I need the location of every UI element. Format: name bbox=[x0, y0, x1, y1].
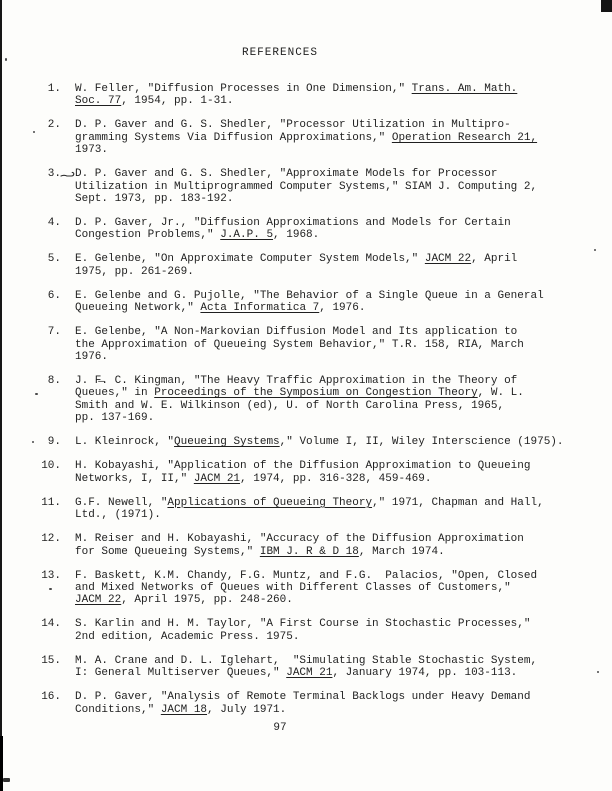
handwritten-arrow-mark bbox=[60, 169, 77, 179]
reference-line: Soc. 77, 1954, pp. 1-31. bbox=[75, 95, 234, 108]
reference-item bbox=[0, 570, 600, 607]
reference-line: J. F̶. C. Kingman, "The Heavy Traffic Approximation in the Theory of bbox=[75, 375, 518, 388]
reference-line: M. Reiser and H. Kobayashi, "Accuracy of the Diffusion Approximation bbox=[75, 533, 524, 546]
reference-line: E. Gelenbe, "A Non-Markovian Diffusion Model and Its application to bbox=[75, 326, 518, 339]
reference-text bbox=[75, 326, 524, 363]
reference-line: D. P. Gaver, Jr., "Diffusion Approximations and Models for Certain bbox=[75, 217, 511, 230]
reference-line: G.F. Newell, "Applications of Queueing Theory," 1971, Chapman and Hall, bbox=[75, 496, 544, 509]
reference-item bbox=[0, 691, 600, 716]
reference-number: 15. bbox=[41, 654, 61, 667]
reference-text bbox=[75, 253, 517, 278]
reference-item bbox=[0, 655, 600, 680]
reference-line: Smith and W. E. Wilkinson (ed), U. of North Carolina Press, 1965, bbox=[75, 399, 505, 412]
reference-item bbox=[0, 253, 600, 278]
reference-item bbox=[0, 119, 600, 156]
reference-number: 11. bbox=[41, 496, 61, 509]
reference-text bbox=[75, 290, 544, 315]
reference-line: H. Kobayashi, "Application of the Diffusion Approximation to Queueing bbox=[75, 460, 531, 473]
scan-edge-left-bottom bbox=[0, 736, 3, 791]
reference-text bbox=[75, 168, 537, 205]
reference-line: W. Feller, "Diffusion Processes in One Dimension," Trans. Am. Math. bbox=[75, 83, 518, 95]
reference-line: pp. 137-169. bbox=[75, 412, 155, 425]
reference-line: S. Karlin and H. M. Taylor, "A First Course in Stochastic Processes," bbox=[75, 618, 531, 631]
reference-line: Networks, I, II," JACM 21, 1974, pp. 316-328, 459-469. bbox=[75, 472, 432, 485]
reference-line: 1976. bbox=[75, 351, 109, 364]
reference-text bbox=[75, 570, 537, 607]
reference-text bbox=[75, 497, 544, 522]
reference-line: E. Gelenbe, "On Approximate Computer System Models," JACM 22, April bbox=[75, 253, 518, 266]
reference-line: I: General Multiserver Queues," JACM 21, January 1974, pp. 103-113. bbox=[75, 667, 518, 680]
reference-item bbox=[0, 533, 600, 558]
reference-number: 5. bbox=[47, 253, 61, 266]
reference-line: gramming Systems Via Diffusion Approximations," Operation Research 21, bbox=[75, 131, 538, 144]
reference-number: 12. bbox=[41, 533, 61, 546]
reference-line: L. Kleinrock, "Queueing Systems," Volume I, II, Wiley Interscience (1975). bbox=[75, 436, 564, 449]
reference-line: 1975, pp. 261-269. bbox=[75, 265, 194, 278]
reference-item bbox=[0, 83, 600, 108]
reference-line: 2nd edition, Academic Press. 1975. bbox=[75, 630, 300, 643]
reference-line: Queueing Network," Acta Informatica 7, 1976. bbox=[75, 302, 366, 315]
reference-number: 8. bbox=[47, 375, 61, 388]
reference-item bbox=[0, 497, 600, 522]
reference-text bbox=[75, 655, 537, 680]
reference-line: 1973. bbox=[75, 144, 109, 157]
reference-item bbox=[0, 217, 600, 242]
reference-number: 16. bbox=[41, 691, 61, 704]
reference-item bbox=[0, 375, 600, 425]
reference-number: 14. bbox=[41, 618, 61, 631]
reference-text bbox=[75, 217, 511, 242]
reference-line: Congestion Problems," J.A.P. 5, 1968. bbox=[75, 229, 320, 242]
reference-line: the Approximation of Queueing System Behavior," T.R. 158, RIA, March bbox=[75, 338, 524, 351]
reference-line: Ltd., (1971). bbox=[75, 509, 161, 522]
reference-line: Queues," in Proceedings of the Symposium on Congestion Theory, W. L. bbox=[75, 387, 524, 400]
reference-list bbox=[0, 83, 600, 728]
reference-item bbox=[0, 436, 600, 448]
reference-line: M. A. Crane and D. L. Iglehart, "Simulating Stable Stochastic System, bbox=[75, 654, 538, 667]
reference-text bbox=[75, 533, 524, 558]
reference-number: 1. bbox=[47, 83, 61, 95]
reference-text bbox=[75, 119, 537, 156]
reference-number: 10. bbox=[41, 460, 61, 473]
reference-item bbox=[0, 326, 600, 363]
reference-number: 9. bbox=[47, 436, 61, 449]
reference-number: 3. bbox=[0, 168, 61, 205]
reference-text bbox=[75, 83, 517, 108]
reference-item bbox=[0, 168, 600, 205]
reference-line: F. Baskett, K.M. Chandy, F.G. Muntz, and F.G. Palacios, "Open, Closed bbox=[75, 569, 538, 582]
reference-line: D. P. Gaver and G. S. Shedler, "Processor Utilization in Multipro- bbox=[75, 119, 511, 132]
reference-item bbox=[0, 290, 600, 315]
reference-text bbox=[75, 436, 564, 448]
page-title: REFERENCES bbox=[241, 47, 318, 59]
reference-number: 7. bbox=[47, 326, 61, 339]
reference-line: Conditions," JACM 18, July 1971. bbox=[75, 703, 287, 716]
reference-line: Sept. 1973, pp. 183-192. bbox=[75, 193, 234, 206]
reference-line: E. Gelenbe and G. Pujolle, "The Behavior of a Single Queue in a General bbox=[75, 289, 544, 302]
reference-item bbox=[0, 618, 600, 643]
reference-line: for Some Queueing Systems," IBM J. R & D 18, March 1974. bbox=[75, 545, 445, 558]
reference-number: 2. bbox=[47, 119, 61, 132]
page-number: 97 bbox=[273, 722, 287, 734]
reference-line: JACM 22, April 1975, pp. 248-260. bbox=[75, 594, 293, 607]
scan-corner-top-right bbox=[601, 0, 612, 12]
reference-text bbox=[75, 691, 530, 716]
reference-line: Utilization in Multiprogrammed Computer Systems," SIAM J. Computing 2, bbox=[75, 180, 538, 193]
reference-number: 13. bbox=[41, 569, 61, 582]
reference-text bbox=[75, 460, 530, 485]
reference-line: D. P. Gaver and G. S. Shedler, "Approximate Models for Processor bbox=[75, 168, 498, 181]
reference-text bbox=[75, 618, 530, 643]
reference-line: D. P. Gaver, "Analysis of Remote Terminal Backlogs under Heavy Demand bbox=[75, 691, 531, 704]
reference-line: and Mixed Networks of Queues with Different Classes of Customers," bbox=[75, 581, 511, 594]
scan-smudge-bottom-left bbox=[3, 778, 10, 782]
reference-number: 4. bbox=[47, 217, 61, 230]
reference-number: 6. bbox=[47, 289, 61, 302]
reference-item bbox=[0, 460, 600, 485]
reference-text bbox=[75, 375, 524, 425]
